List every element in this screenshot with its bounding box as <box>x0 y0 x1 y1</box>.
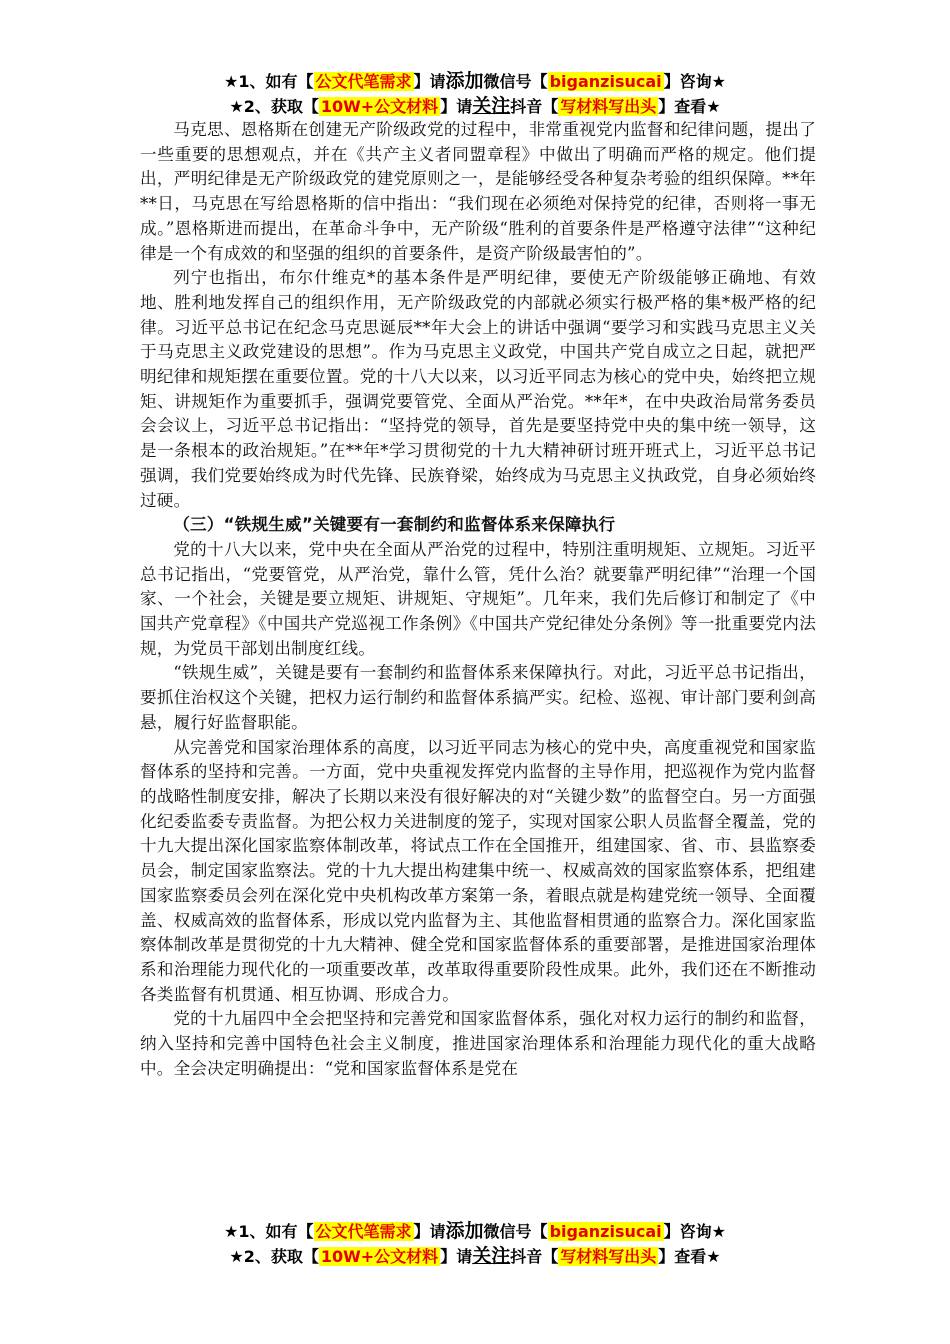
banner-emphasis: 添加 <box>445 1220 484 1242</box>
banner-douyin-id: 写材料写出头 <box>560 1247 657 1266</box>
banner-highlight: 公文代笔需求 <box>315 72 412 91</box>
banner-text: 微信号【 <box>483 1222 548 1241</box>
banner-text: ★1、如有【 <box>224 1222 314 1241</box>
paragraph: 党的十八大以来，党中央在全面从严治党的过程中，特别注重明规矩、立规矩。习近平总书记指出，“党要管党，从严治党，靠什么管，凭什么治？就要靠严明纪律”“治理一个国家、一个社会，关键是要立规矩、讲规矩、守规矩”。几年来，我们先后修订和制定了《中国共产党章程》《中国共产党巡视工作条例》《中国共产党纪律处分条例》等一批重要党内法规，为党员干部划出制度红线。 <box>140 539 816 658</box>
banner-text: ★2、获取【 <box>229 1247 319 1266</box>
banner-text: 】咨询★ <box>663 72 726 91</box>
banner-text: ★1、如有【 <box>224 72 314 91</box>
bottom-banner-line-2 <box>0 1243 950 1270</box>
top-banner-line-2 <box>0 93 950 120</box>
banner-highlight: 10W+公文材料 <box>320 1247 439 1266</box>
banner-text: 】请 <box>440 97 473 116</box>
banner-text: 】请 <box>413 1222 446 1241</box>
banner-douyin-id: 写材料写出头 <box>560 97 657 116</box>
banner-text: 】查看★ <box>658 97 721 116</box>
banner-text: 抖音【 <box>510 97 559 116</box>
banner-text: 】查看★ <box>658 1247 721 1266</box>
top-banner-line-1 <box>0 68 950 95</box>
body-content <box>140 118 816 1081</box>
banner-wechat-id: biganzisucai <box>549 1222 662 1241</box>
bottom-banner-line-1 <box>0 1218 950 1245</box>
paragraph: 马克思、恩格斯在创建无产阶级政党的过程中，非常重视党内监督和纪律问题，提出了一些重要的思想观点，并在《共产主义者同盟章程》中做出了明确而严格的规定。他们提出，严明纪律是无产阶级政党的建党原则之一，是能够经受各种复杂考验的组织保障。**年**日，马克思在写给恩格斯的信中指出：“我们现在必须绝对保持党的纪律，否则将一事无成。”恩格斯进而提出，在革命斗争中，无产阶级“胜利的首要条件是严格遵守法律”“这种纪律是一个有成效的和坚强的组织的首要条件，是资产阶级最害怕的”。 <box>140 120 816 263</box>
paragraph: “铁规生威”，关键是要有一套制约和监督体系来保障执行。对此，习近平总书记指出，要抓住治权这个关键，把权力运行制约和监督体系搞严实。纪检、巡视、审计部门要利剑高悬，履行好监督职能。 <box>140 663 816 732</box>
paragraph: 党的十九届四中全会把坚持和完善党和国家监督体系，强化对权力运行的制约和监督，纳入坚持和完善中国特色社会主义制度，推进国家治理体系和治理能力现代化的重大战略中。全会决定明确提出：“党和国家监督体系是党在 <box>140 1009 816 1078</box>
banner-highlight: 公文代笔需求 <box>315 1222 412 1241</box>
paragraph: 列宁也指出，布尔什维克*的基本条件是严明纪律，要使无产阶级能够正确地、有效地、胜利地发挥自己的组织作用，无产阶级政党的内部就必须实行极严格的集*极严格的纪律。习近平总书记在纪念马克思诞辰**年大会上的讲话中强调“要学习和实践马克思主义关于马克思主义政党建设的思想”。作为马克思主义政党，中国共产党自成立之日起，就把严明纪律和规矩摆在重要位置。党的十八大以来，以习近平同志为核心的党中央，始终把立规矩、讲规矩作为重要抓手，强调党要管党、全面从严治党。**年*，在中央政治局常务委员会会议上，习近平总书记指出：“坚持党的领导，首先是要坚持党中央的集中统一领导，这是一条根本的政治规矩。”在**年*学习贯彻党的十九大精神研讨班开班式上，习近平总书记强调，我们党要始终成为时代先锋、民族脊梁，始终成为马克思主义执政党，自身必须始终过硬。 <box>140 268 816 510</box>
banner-wechat-id: biganzisucai <box>549 72 662 91</box>
banner-text: 】请 <box>413 72 446 91</box>
banner-text: 】咨询★ <box>663 1222 726 1241</box>
banner-emphasis: 关注 <box>472 1245 511 1267</box>
banner-emphasis: 关注 <box>472 95 511 117</box>
banner-text: 微信号【 <box>483 72 548 91</box>
banner-text: ★2、获取【 <box>229 97 319 116</box>
banner-text: 】请 <box>440 1247 473 1266</box>
banner-highlight: 10W+公文材料 <box>320 97 439 116</box>
banner-text: 抖音【 <box>510 1247 559 1266</box>
banner-emphasis: 添加 <box>445 70 484 92</box>
paragraph: 从完善党和国家治理体系的高度，以习近平同志为核心的党中央，高度重视党和国家监督体系的坚持和完善。一方面，党中央重视发挥党内监督的主导作用，把巡视作为党内监督的战略性制度安排，解决了长期以来没有很好解决的对“关键少数”的监督空白。另一方面强化纪委监委专责监督。为把公权力关进制度的笼子，实现对国家公职人员监督全覆盖，党的十九大提出深化国家监察体制改革，将试点工作在全国推开，组建国家、省、市、县监察委员会，制定国家监察法。党的十九大提出构建集中统一、权威高效的国家监察体系，把组建国家监察委员会列在深化党中央机构改革方案第一条，着眼点就是构建党统一领导、全面覆盖、权威高效的监督体系，形成以党内监督为主、其他监督相贯通的监察合力。深化国家监察体制改革是贯彻党的十九大精神、健全党和国家监督体系的重要部署，是推进国家治理体系和治理能力现代化的一项重要改革，改革取得重要阶段性成果。此外，我们还在不断推动各类监督有机贯通、相互协调、形成合力。 <box>140 737 816 1004</box>
section-heading: （三）“铁规生威”关键要有一套制约和监督体系来保障执行 <box>173 515 616 535</box>
